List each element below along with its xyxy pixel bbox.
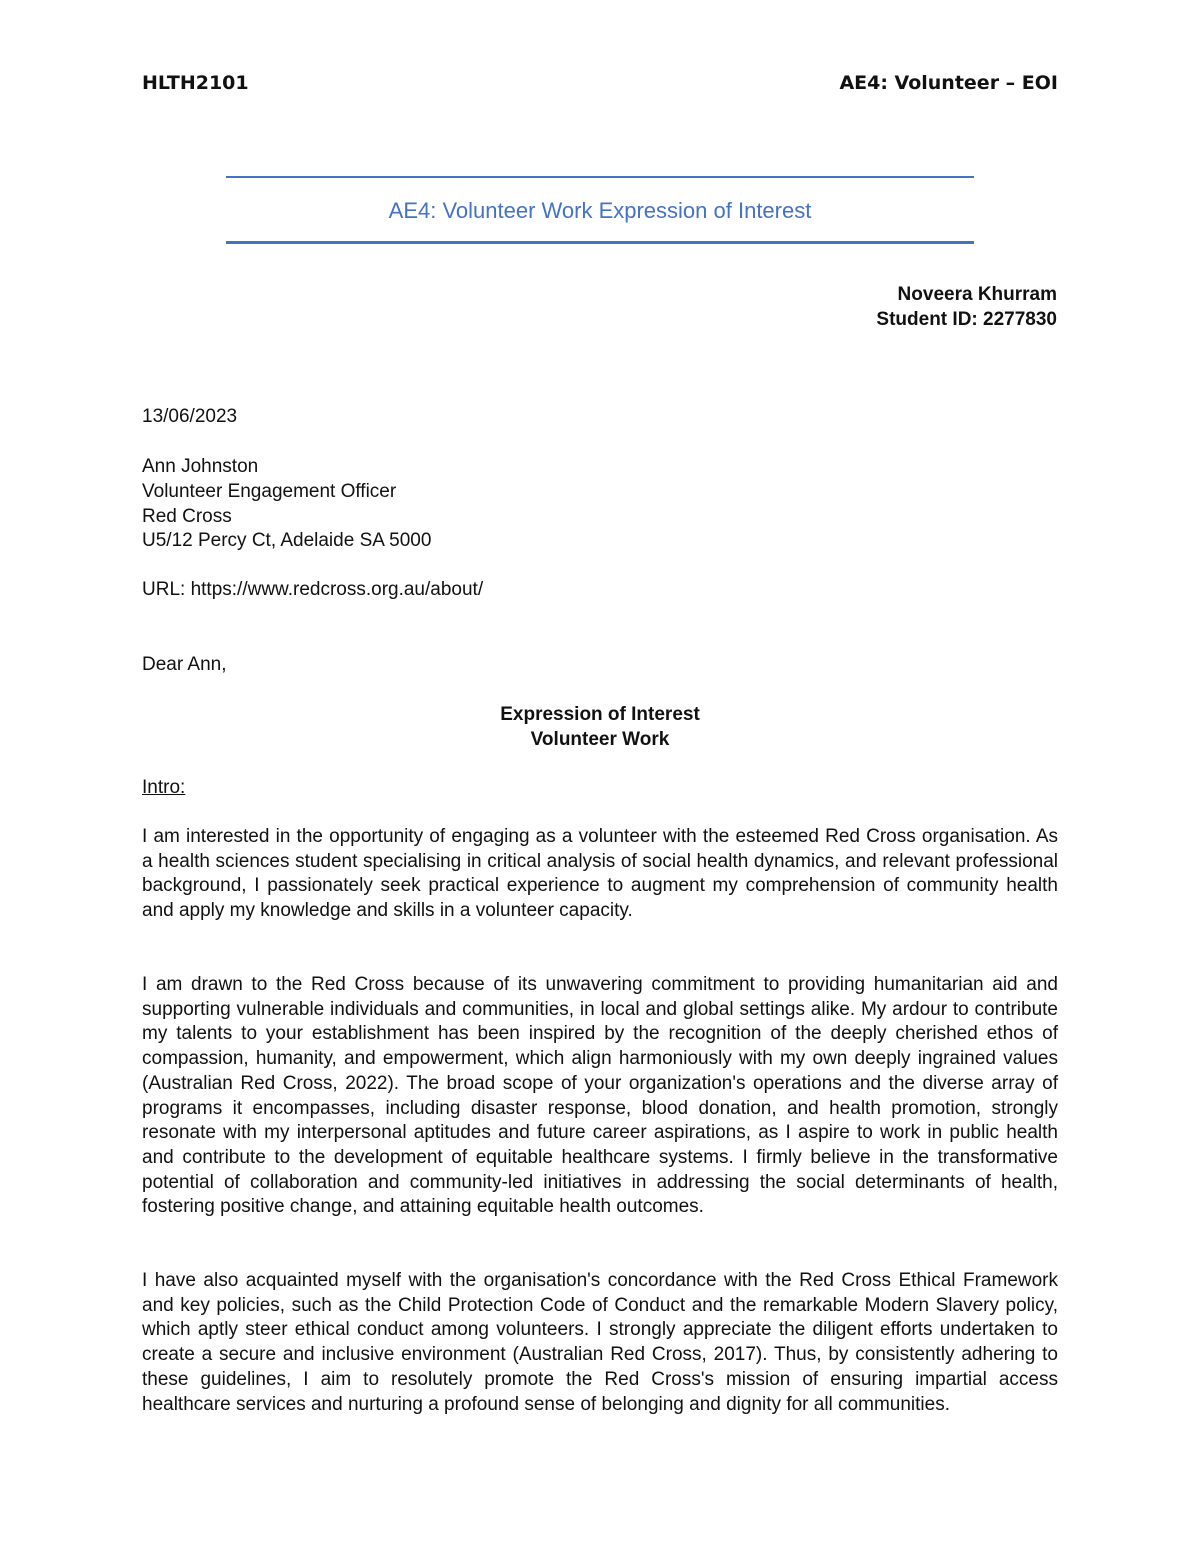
author-block xyxy=(876,282,1057,332)
organisation-url: URL: https://www.redcross.org.au/about/ xyxy=(142,579,484,600)
greeting: Dear Ann, xyxy=(142,654,227,675)
letter-date: 13/06/2023 xyxy=(142,406,238,427)
letter-heading-line2: Volunteer Work xyxy=(530,729,670,750)
paragraph-text: I have also acquainted myself with the organisation's concordance with the Red Cross Ethical Framework and key policies, such as the Child Protection Code of Conduct and the remarkable Modern Slavery policy, which aptly steer ethical conduct among volunteers. I strongly appreciate the diligent efforts undertaken to create a secure and inclusive environment (Australian Red Cross, 2017). Thus, by consistently adhering to these guidelines, I aim to resolutely promote the Red Cross's mission of ensuring impartial access healthcare services and nurturing a profound sense of belonging and dignity for all communities. xyxy=(142,1270,1058,1415)
student-id: Student ID: 2277830 xyxy=(876,309,1057,330)
paragraph-text: I am drawn to the Red Cross because of its unwavering commitment to providing humanitarian aid and supporting vulnerable individuals and communities, in local and global settings alike. My ardour to contribute my talents to your establishment has been inspired by the recognition of the deeply cherished ethos of compassion, humanity, and empowerment, which align harmoniously with my own deeply ingrained values (Australian Red Cross, 2022). The broad scope of your organization's operations and the diverse array of programs it encompasses, including disaster response, blood donation, and health promotion, strongly resonate with my interpersonal aptitudes and future career aspirations, as I aspire to work in public health and contribute to the development of equitable healthcare systems. I firmly believe in the transformative potential of collaboration and community-led initiatives in addressing the social determinants of health, fostering positive change, and attaining equitable health outcomes. xyxy=(142,974,1058,1218)
document-title: AE4: Volunteer Work Expression of Interest xyxy=(388,198,812,223)
recipient-organisation: Red Cross xyxy=(142,505,232,527)
header-course-code: HLTH2101 xyxy=(142,72,249,94)
recipient-address: U5/12 Percy Ct, Adelaide SA 5000 xyxy=(142,530,432,552)
intro-label: Intro: xyxy=(142,777,186,798)
recipient-name: Ann Johnston xyxy=(142,456,259,477)
author-name: Noveera Khurram xyxy=(897,284,1057,305)
paragraph-1 xyxy=(142,825,1058,924)
paragraph-text: I am interested in the opportunity of engaging as a volunteer with the esteemed Red Cross organisation. As a health sciences student specialising in critical analysis of social health dynamics, and relevant professional background, I passionately seek practical experience to augment my comprehension of community health and apply my knowledge and skills in a volunteer capacity. xyxy=(142,826,1058,922)
paragraph-2 xyxy=(142,973,1058,1220)
recipient-block xyxy=(142,455,1058,554)
paragraph-3 xyxy=(142,1269,1058,1417)
title-rule-top xyxy=(226,176,974,178)
title-rule-bottom xyxy=(226,241,974,244)
header-assessment: AE4: Volunteer – EOI xyxy=(839,72,1058,94)
recipient-role: Volunteer Engagement Officer xyxy=(142,480,397,502)
letter-heading-line1: Expression of Interest xyxy=(500,704,700,725)
letter-heading xyxy=(0,702,1200,752)
